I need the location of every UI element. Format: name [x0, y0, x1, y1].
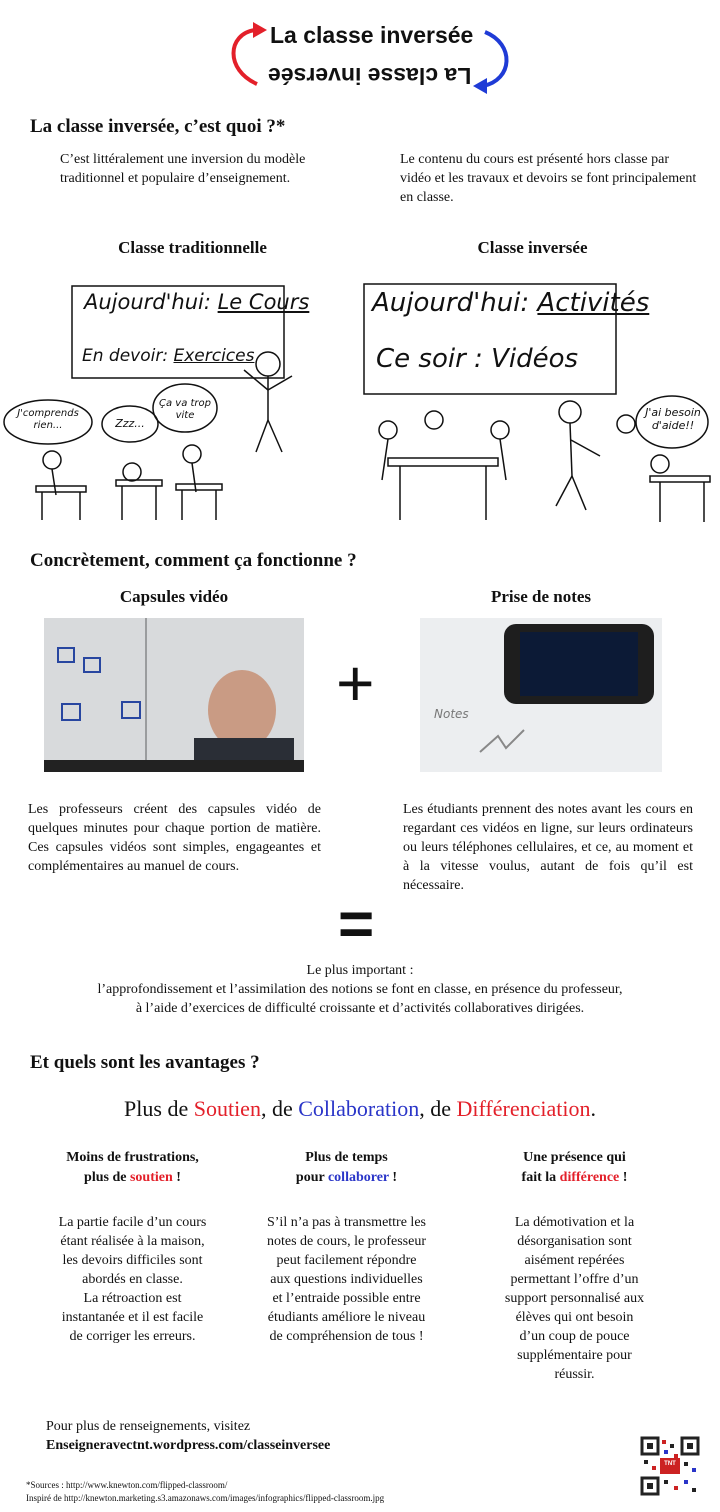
note-taking-image	[420, 618, 662, 772]
traditional-class-title: Classe traditionnelle	[118, 238, 267, 257]
more-info-text: Pour plus de renseignements, visitez	[46, 1419, 251, 1434]
equals-sign: =	[338, 890, 375, 959]
bubble-need-help: J'ai besoin d'aide!!	[645, 406, 701, 432]
plus-sign: +	[336, 646, 375, 720]
important-line2: à l’aide d’exercices de difficulté croissante et d’activités collaboratives dirigées.	[135, 1001, 585, 1016]
page-title: La classe inversée	[270, 22, 474, 48]
section1-right-text: Le contenu du cours est présenté hors classe par vidéo et les travaux et devoirs se font principalement en classe.	[400, 152, 697, 205]
video-capsules-title: Capsules vidéo	[119, 587, 229, 606]
svg-text:Notes: Notes	[434, 707, 469, 721]
benefit-support-title: Moins de frustrations, plus de soutien !	[66, 1150, 199, 1185]
sources-text: *Sources : http://www.knewton.com/flipped-classroom/	[26, 1480, 228, 1490]
bubble-too-fast: Ça va trop vite	[158, 398, 211, 421]
flipped-class-sketch: Aujourd'hui: Activités Ce soir : Vidéos J'ai besoin d'aide!!	[360, 280, 720, 525]
qr-label: TNT	[664, 1461, 676, 1467]
inspired-text: Inspiré de http://knewton.marketing.s3.amazonaws.com/images/infographics/flipped-classroom.jpg	[26, 1493, 385, 1503]
benefit-difference-text: La démotivation et la désorganisation sont aisément repérées permettant l’offre d’un support personnalisé aux élèves qui ont besoin d’un coup de pouce supplémentaire pour réussir.	[504, 1215, 645, 1382]
bubble-sleep: Zzz...	[115, 417, 145, 430]
whiteboard-video-picture	[44, 618, 304, 772]
benefit-collaboration-text: S’il n’a pas à transmettre les notes de cours, le professeur peut facilement répondre aux questions individuelles et l’entraide possible entre étudiants améliore le niveau de compréhension de tous !	[266, 1215, 426, 1344]
flipped-class-title: Classe inversée	[477, 238, 588, 257]
qr-code[interactable]	[640, 1436, 700, 1496]
traditional-class-sketch: Aujourd'hui: Le Cours En devoir: Exercices J'comprends rien... Zzz... Ça va trop vite	[0, 280, 330, 525]
important-title: Le plus important :	[306, 963, 414, 978]
benefit-support-text: La partie facile d’un cours étant réalisée à la maison, les devoirs difficiles sont abordés en classe. La rétroaction est instantanée et il est facile de corriger les erreurs.	[58, 1215, 207, 1344]
section1-heading: La classe inversée, c’est quoi ?*	[30, 116, 286, 137]
benefits-tagline: Plus de Soutien, de Collaboration, de Différenciation.	[124, 1096, 596, 1121]
blog-link[interactable]: Enseigneravectnt.wordpress.com/classeinversee	[46, 1438, 331, 1453]
benefit-collaboration-title: Plus de temps pour collaborer !	[295, 1150, 398, 1185]
note-taking-text: Les étudiants prennent des notes avant les cours en regardant ces vidéos en ligne, sur leurs ordinateurs ou leurs téléphones cellulaires, et ce, au moment et à la vitesse voulus, autant de fois qu’il est nécessaire.	[403, 802, 693, 893]
page-title-flipped: La classe inversée	[268, 63, 472, 89]
section3-heading: Et quels sont les avantages ?	[30, 1052, 260, 1073]
smartphone-picture	[420, 618, 662, 772]
bubble-dont-understand: J'comprends rien...	[17, 408, 79, 431]
video-capsule-image	[44, 618, 304, 772]
section2-heading: Concrètement, comment ça fonctionne ?	[30, 550, 357, 571]
important-line1: l’approfondissement et l’assimilation des notions se font en classe, en présence du professeur,	[97, 982, 623, 997]
note-taking-title: Prise de notes	[490, 587, 592, 606]
benefit-difference-title: Une présence qui fait la différence !	[521, 1150, 628, 1185]
section1-left-text: C’est littéralement une inversion du modèle traditionnel et populaire d’enseignement.	[60, 152, 306, 186]
video-capsules-text: Les professeurs créent des capsules vidéo de quelques minutes pour chaque portion de matière. Ces capsules vidéos sont simples, engageantes et complémentaires au manuel de cours.	[28, 802, 321, 874]
